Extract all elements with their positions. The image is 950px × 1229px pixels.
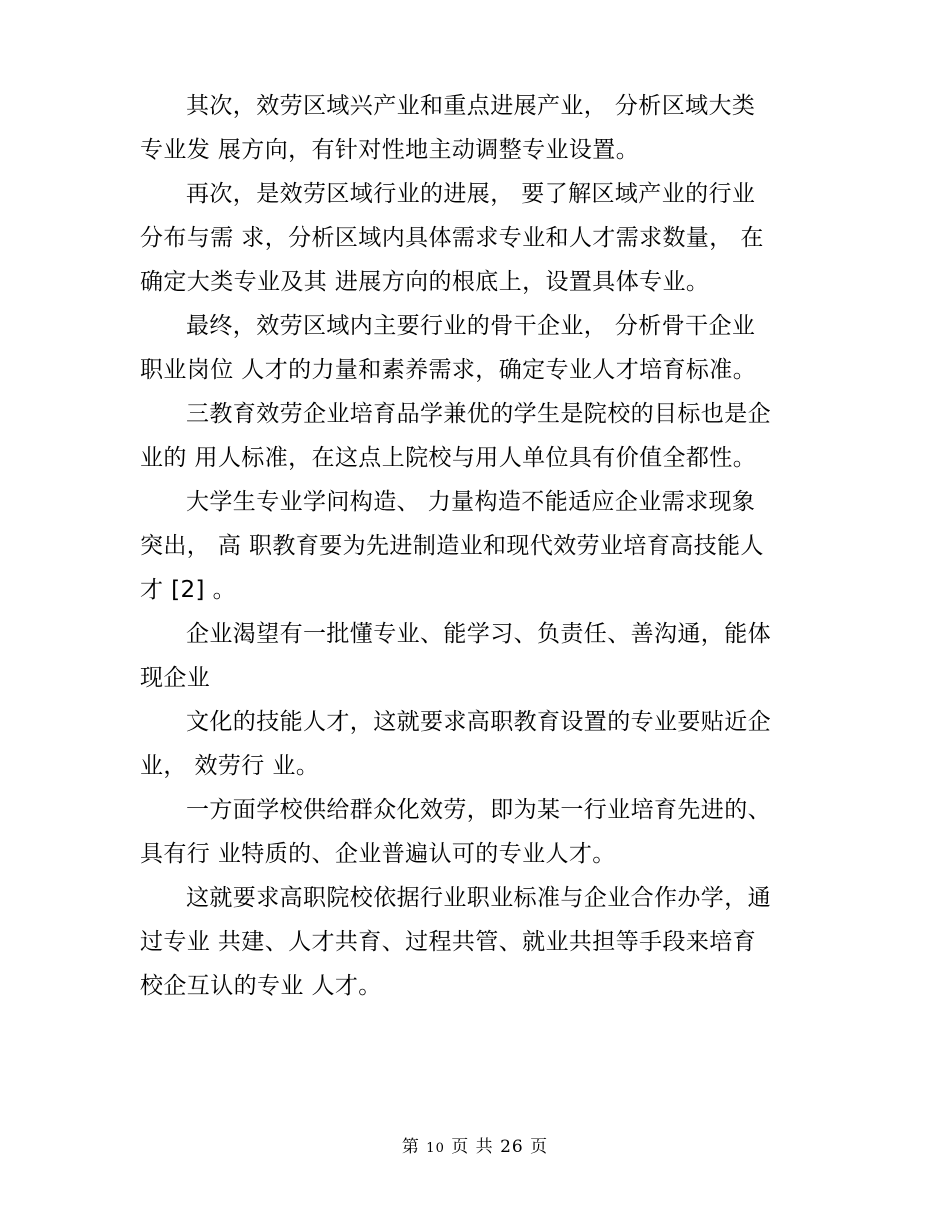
document-body — [140, 84, 820, 1008]
paragraph-5 — [140, 480, 820, 612]
paragraph-line: 大学生专业学问构造、 力量构造不能适应企业需求现象 — [186, 489, 756, 515]
paragraph-7 — [140, 700, 820, 788]
total-pages-number: 26 — [500, 1137, 524, 1157]
footer-prefix: 第 — [401, 1137, 420, 1157]
paragraph-line: 分布与需 求，分析区域内具体需求专业和人才需求数量， 在 — [140, 225, 764, 251]
footer-total-label: 共 — [475, 1137, 494, 1157]
paragraph-line: 三教育效劳企业培育品学兼优的学生是院校的目标也是企 — [186, 401, 771, 427]
paragraph-1 — [140, 84, 820, 172]
paragraph-3 — [140, 304, 820, 392]
page-footer — [0, 1132, 950, 1157]
paragraph-line: 文化的技能人才，这就要求高职教育设置的专业要贴近企 — [186, 709, 771, 735]
paragraph-line: 这就要求高职院校依据行业职业标准与企业合作办学，通 — [186, 885, 771, 911]
paragraph-line: 最终，效劳区域内主要行业的骨干企业， 分析骨干企业 — [186, 313, 756, 339]
paragraph-line: 职业岗位 人才的力量和素养需求，确定专业人才培育标准。 — [140, 357, 757, 383]
paragraph-line: 校企互认的专业 人才。 — [140, 973, 382, 999]
paragraph-line: 才 [2] 。 — [140, 577, 237, 603]
current-page-number: 10 — [426, 1141, 445, 1156]
paragraph-line: 具有行 业特质的、企业普遍认可的专业人才。 — [140, 841, 616, 867]
paragraph-line: 业的 用人标准，在这点上院校与用人单位具有价值全都性。 — [140, 445, 757, 471]
paragraph-line: 专业发 展方向，有针对性地主动调整专业设置。 — [140, 137, 640, 163]
paragraph-8 — [140, 788, 820, 876]
paragraph-line: 突出， 高 职教育要为先进制造业和现代效劳业培育高技能人 — [140, 533, 764, 559]
paragraph-line: 确定大类专业及其 进展方向的根底上，设置具体专业。 — [140, 269, 710, 295]
paragraph-line: 再次，是效劳区域行业的进展， 要了解区域产业的行业 — [186, 181, 756, 207]
paragraph-2 — [140, 172, 820, 304]
paragraph-line: 业， 效劳行 业。 — [140, 753, 320, 779]
paragraph-6 — [140, 612, 820, 700]
paragraph-line: 企业渴望有一批懂专业、能学习、负责任、善沟通，能体 — [186, 621, 771, 647]
paragraph-line: 其次，效劳区域兴产业和重点进展产业， 分析区域大类 — [186, 93, 756, 119]
paragraph-4 — [140, 392, 820, 480]
footer-page-label: 页 — [451, 1137, 470, 1157]
paragraph-line: 过专业 共建、人才共育、过程共管、就业共担等手段来培育 — [140, 929, 757, 955]
footer-suffix: 页 — [530, 1137, 549, 1157]
paragraph-line: 现企业 — [140, 665, 211, 691]
paragraph-line: 一方面学校供给群众化效劳，即为某一行业培育先进的、 — [186, 797, 771, 823]
paragraph-9 — [140, 876, 820, 1008]
